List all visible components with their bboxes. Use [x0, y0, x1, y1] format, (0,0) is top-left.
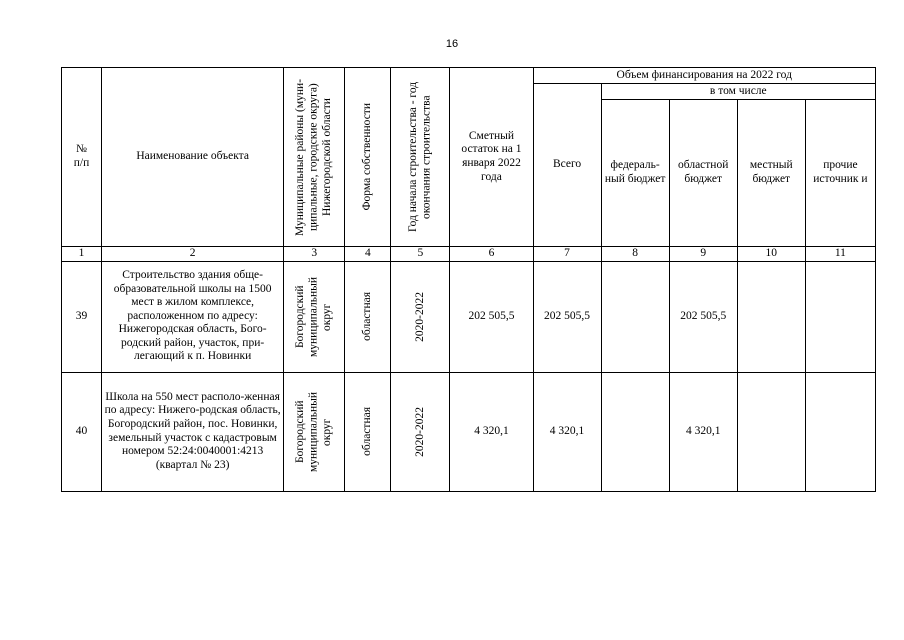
row-total: 202 505,5 [533, 261, 601, 372]
row-years-text: 2020-2022 [413, 291, 426, 342]
column-number: 3 [284, 247, 345, 262]
header-balance [450, 68, 533, 247]
row-federal [601, 261, 669, 372]
column-number: 8 [601, 247, 669, 262]
table-row [62, 261, 876, 372]
financing-table [61, 67, 876, 492]
header-ownership-text: Форма собственности [361, 103, 374, 211]
header-including [601, 84, 875, 100]
row-other [805, 261, 875, 372]
header-other [805, 100, 875, 247]
row-federal [601, 372, 669, 491]
row-local [737, 372, 805, 491]
header-federal-text: федераль-ный бюджет [604, 159, 666, 185]
row-ownership [345, 261, 391, 372]
column-number: 7 [533, 247, 601, 262]
row-years [391, 372, 450, 491]
column-number: 6 [450, 247, 533, 262]
row-ownership-text: областная [361, 292, 374, 341]
header-financing-group [533, 68, 876, 84]
column-number: 11 [805, 247, 875, 262]
header-total-text: Всего [552, 158, 582, 171]
header-regional [669, 100, 737, 247]
header-financing-group-text: Объем финансирования на 2022 год [616, 68, 792, 81]
row-ownership-text: областная [361, 407, 374, 456]
header-num-text: № п/п [73, 143, 90, 169]
row-local [737, 261, 805, 372]
row-regional: 4 320,1 [669, 372, 737, 491]
header-including-text: в том числе [709, 84, 767, 97]
header-ownership [345, 68, 391, 247]
row-years [391, 261, 450, 372]
row-regional: 202 505,5 [669, 261, 737, 372]
row-district-text: Богородский муниципальный округ [293, 276, 334, 357]
column-number: 5 [391, 247, 450, 262]
column-number: 9 [669, 247, 737, 262]
row-balance: 4 320,1 [450, 372, 533, 491]
header-local-text: местный бюджет [749, 159, 793, 185]
header-federal [601, 100, 669, 247]
row-other [805, 372, 875, 491]
header-local [737, 100, 805, 247]
table-row [62, 372, 876, 491]
header-name [102, 68, 284, 247]
page-number: 16 [445, 38, 459, 50]
row-district [284, 261, 345, 372]
header-regional-text: областной бюджет [678, 159, 729, 185]
header-district-text: Муниципальные районы (муни-ципальные, городские округа) Нижегородской области [293, 78, 334, 236]
column-number: 10 [737, 247, 805, 262]
row-district [284, 372, 345, 491]
header-balance-text: Сметный остаток на 1 января 2022 года [461, 129, 522, 183]
column-number: 1 [62, 247, 102, 262]
header-years-text: Год начала строительства - год окончания строительства [406, 81, 433, 233]
row-object-name: Школа на 550 мест располо-женная по адресу: Нижего-родская область, Богородский район, пос. Новинки, земельный участок с кадастровым номером 52:24:0040001:4213 (квартал № 23) [102, 372, 284, 491]
column-number-row [62, 247, 876, 262]
header-district [284, 68, 345, 247]
row-num: 40 [62, 372, 102, 491]
row-balance: 202 505,5 [450, 261, 533, 372]
row-district-text: Богородский муниципальный округ [293, 391, 334, 472]
row-years-text: 2020-2022 [413, 406, 426, 457]
header-name-text: Наименование объекта [136, 150, 249, 163]
row-object-name: Строительство здания обще-образовательной школы на 1500 мест в жилом комплексе, расположенном по адресу: Нижегородская область, Бого-родский район, участок, при-легающий к п. Новинки [102, 261, 284, 372]
header-total [533, 84, 601, 247]
header-years [391, 68, 450, 247]
column-number: 2 [102, 247, 284, 262]
column-number: 4 [345, 247, 391, 262]
row-total: 4 320,1 [533, 372, 601, 491]
row-num: 39 [62, 261, 102, 372]
header-num [62, 68, 102, 247]
row-ownership [345, 372, 391, 491]
header-other-text: прочие источник и [813, 159, 868, 185]
